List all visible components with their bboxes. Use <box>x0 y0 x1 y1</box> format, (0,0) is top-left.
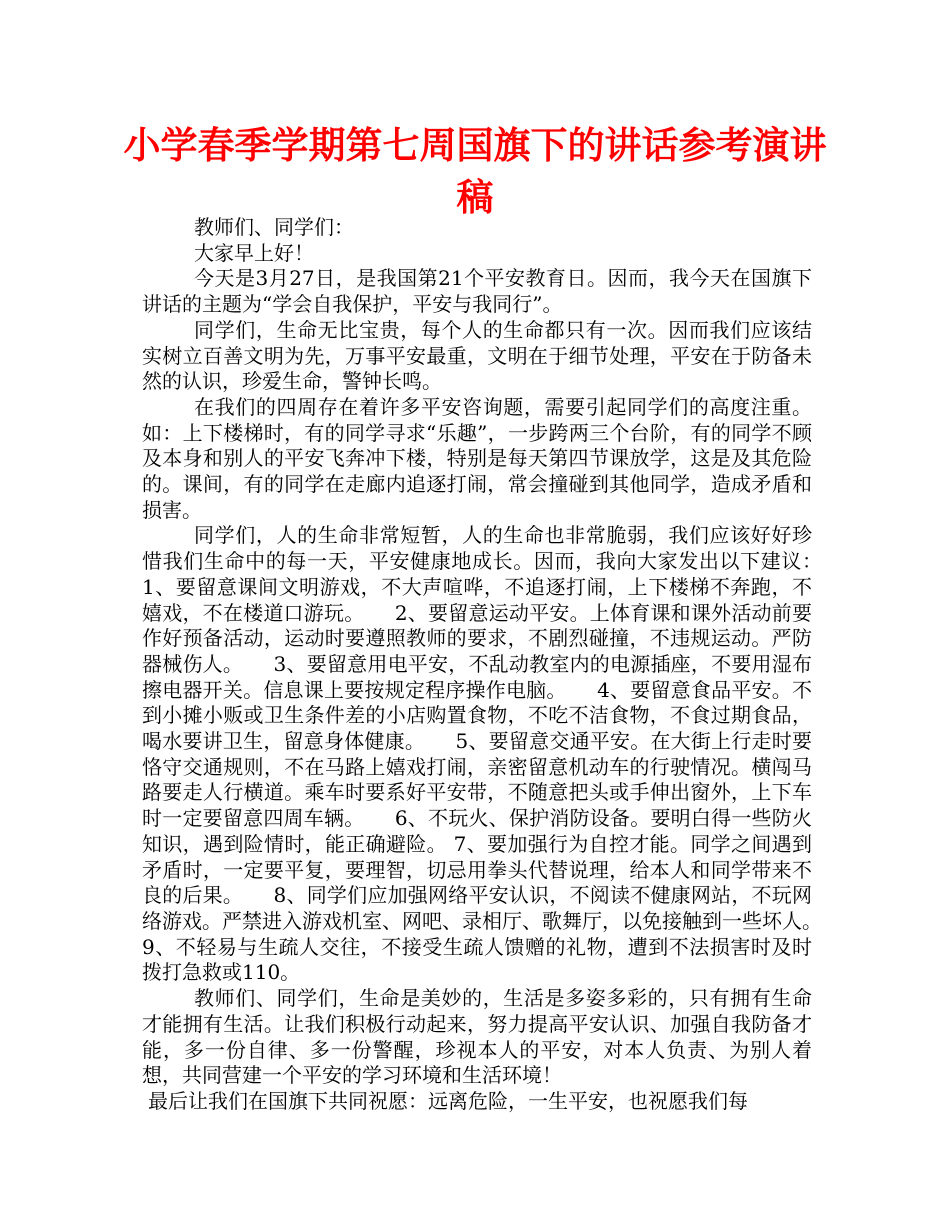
paragraph-final-wish: 最后让我们在国旗下共同祝愿：远离危险，一生平安，也祝愿我们每 <box>148 1088 748 1113</box>
document-title: 小学春季学期第七周国旗下的讲话参考演讲稿 <box>123 124 827 219</box>
paragraph-conclusion: 教师们、同学们，生命是美妙的，生活是多姿多彩的，只有拥有生命才能拥有生活。让我们积极行动起来，努力提高平安认识、加强自我防备才能，多一份自律、多一份警醒，珍视本人的平安，对本人负责、为别人着想，共同营建一个平安的学习环境和生活环境！ <box>142 986 812 1088</box>
paragraph-greeting: 教师们、同学们： <box>194 215 354 239</box>
document-body <box>142 215 852 1115</box>
paragraph-intro: 今天是3月27日，是我国第21个平安教育日。因而，我今天在国旗下讲话的主题为“学会自我保护，平安与我同行”。 <box>142 266 812 317</box>
paragraph-safety-issues: 在我们的四周存在着许多平安咨询题，需要引起同学们的高度注重。如：上下楼梯时，有的同学寻求“乐趣”，一步跨两三个台阶，有的同学不顾及本身和别人的平安飞奔冲下楼，特别是每天第四节课放学，这是及其危险的。课间，有的同学在走廊内追逐打闹，常会撞碰到其他同学，造成矛盾和损害。 <box>142 394 812 522</box>
paragraph-morning: 大家早上好！ <box>194 240 314 265</box>
paragraph-suggestions: 同学们，人的生命非常短暂，人的生命也非常脆弱，我们应该好好珍惜我们生命中的每一天，平安健康地成长。因而，我向大家发出以下建议： 1、要留意课间文明游戏，不大声喧哗，不追逐打闹，上下楼梯不奔跑，不嬉戏，不在楼道口游玩。 2、要留意运动平安。上体育课和课外活动前要作好预备活动，运动时要遵照教师的要求，不剧烈碰撞，不违规运动。严防器械伤人。 3、要留意用电平安，不乱动教室内的电源插座，不要用湿布擦电器开关。信息课上要按规定程序操作电脑。 4、要留意食品平安。不到小摊小贩或卫生条件差的小店购置食物，不吃不洁食物，不食过期食品，喝水要讲卫生，留意身体健康。 5、要留意交通平安。在大街上行走时要恪守交通规则，不在马路上嬉戏打闹，亲密留意机动车的行驶情况。横闯马路要走人行横道。乘车时要系好平安带，不随意把头或手伸出窗外，上下车时一定要留意四周车辆。 6、不玩火、保护消防设备。要明白得一些防火知识，遇到险情时，能正确避险。 7、要加强行为自控才能。同学之间遇到矛盾时，一定要平复，要理智，切忌用拳头代替说理，给本人和同学带来不良的后果。 8、同学们应加强网络平安认识，不阅读不健康网站，不玩网络游戏。严禁进入游戏机室、网吧、录相厅、歌舞厅，以免接触到一些坏人。 9、不轻易与生疏人交往，不接受生疏人馈赠的礼物，遭到不法损害时及时拨打急救或110。 <box>142 523 852 985</box>
paragraph-life-precious: 同学们，生命无比宝贵，每个人的生命都只有一次。因而我们应该结实树立百善文明为先，万事平安最重，文明在于细节处理，平安在于防备未然的认识，珍爱生命，警钟长鸣。 <box>142 317 812 394</box>
